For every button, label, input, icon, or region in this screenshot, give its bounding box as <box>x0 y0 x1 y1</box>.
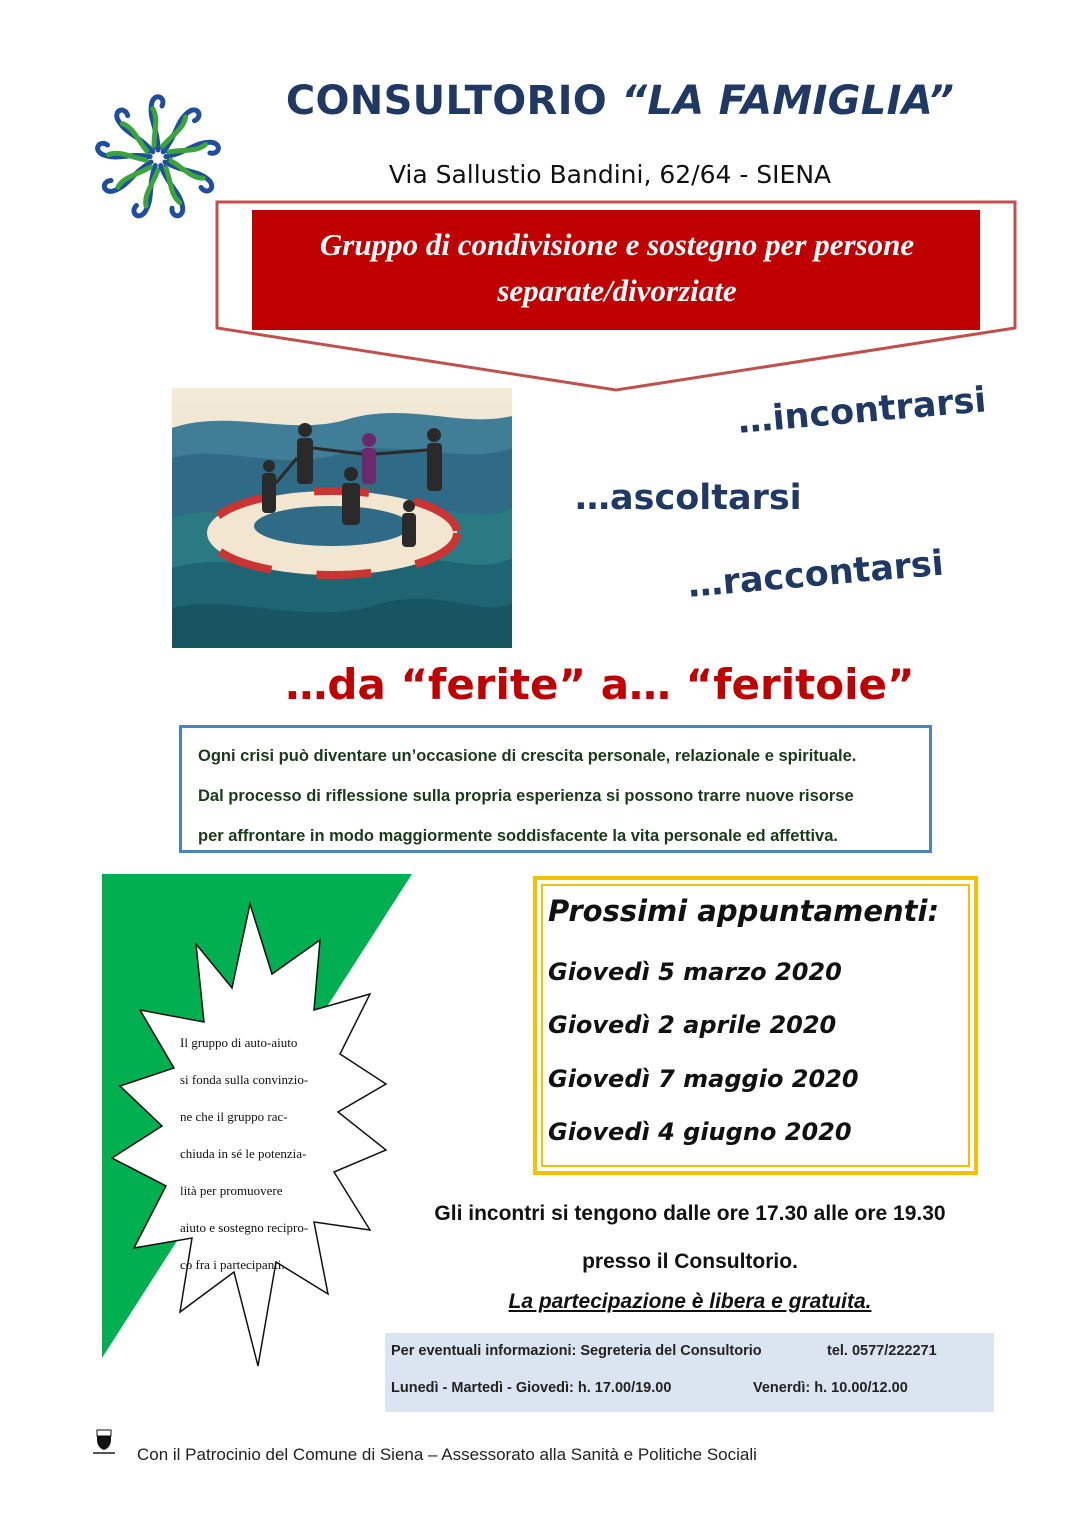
banner-line-1: Gruppo di condivisione e sostegno per persone <box>319 227 915 262</box>
star-line: chiuda in sé le potenzia- <box>180 1146 307 1161</box>
meeting-hours <box>400 1190 980 1286</box>
hours-line-1: Gli incontri si tengono dalle ore 17.30 alle ore 19.30 <box>434 1202 946 1225</box>
star-line: aiuto e sostegno recipro- <box>180 1220 309 1235</box>
crisis-line-3: per affrontare in modo maggiormente soddisfacente la vita personale ed affettiva. <box>198 827 838 845</box>
star-line: ne che il gruppo rac- <box>180 1109 288 1124</box>
life-raft-illustration <box>172 388 512 648</box>
verb-ascoltarsi: …ascoltarsi <box>575 478 802 518</box>
star-line: si fonda sulla convinzio- <box>180 1072 309 1087</box>
info-phone: tel. 0577/222271 <box>827 1343 937 1359</box>
starburst-text <box>180 1024 330 1283</box>
page-title: CONSULTORIO “LA FAMIGLIA” <box>285 78 955 124</box>
address: Via Sallustio Bandini, 62/64 - SIENA <box>388 160 832 189</box>
slogan: …da “ferite” a… “feritoie” <box>285 660 915 709</box>
hours-line-2: presso il Consultorio. <box>582 1250 798 1273</box>
star-line: co fra i partecipanti. <box>180 1257 285 1272</box>
crisis-line-1: Ogni crisi può diventare un’occasione di crescita personale, relazionale e spirituale. <box>198 747 857 765</box>
verb-raccontarsi: …raccontarsi <box>686 543 946 606</box>
banner-text <box>254 222 980 314</box>
star-line: Il gruppo di auto-aiuto <box>180 1035 298 1050</box>
patronage-text: Con il Patrocinio del Comune di Siena – Assessorato alla Sanità e Politiche Sociali <box>137 1445 757 1464</box>
appointment-date: Giovedì 4 giugno 2020 <box>548 1118 852 1146</box>
appointment-date: Giovedì 7 maggio 2020 <box>548 1065 859 1093</box>
crisis-textbox <box>179 725 932 853</box>
verb-incontrarsi: …incontrarsi <box>736 380 988 442</box>
star-line: lità per promuovere <box>180 1183 283 1198</box>
comune-siena-shield-icon <box>90 1428 118 1456</box>
info-friday-hours: Venerdì: h. 10.00/12.00 <box>753 1380 908 1396</box>
appointment-date: Giovedì 2 aprile 2020 <box>548 1011 837 1039</box>
consultorio-logo <box>88 88 228 228</box>
crisis-line-2: Dal processo di riflessione sulla propria esperienza si possono trarre nuove risorse <box>198 787 854 805</box>
banner-line-2: separate/divorziate <box>497 273 737 308</box>
appointment-date: Giovedì 5 marzo 2020 <box>548 958 842 986</box>
info-contact: Per eventuali informazioni: Segreteria del Consultorio <box>391 1343 762 1359</box>
free-participation-note: La partecipazione è libera e gratuita. <box>508 1290 872 1313</box>
info-box <box>385 1333 994 1412</box>
appointments-title: Prossimi appuntamenti: <box>548 894 940 928</box>
info-days-hours: Lunedì - Martedì - Giovedì: h. 17.00/19.00 <box>391 1380 672 1396</box>
